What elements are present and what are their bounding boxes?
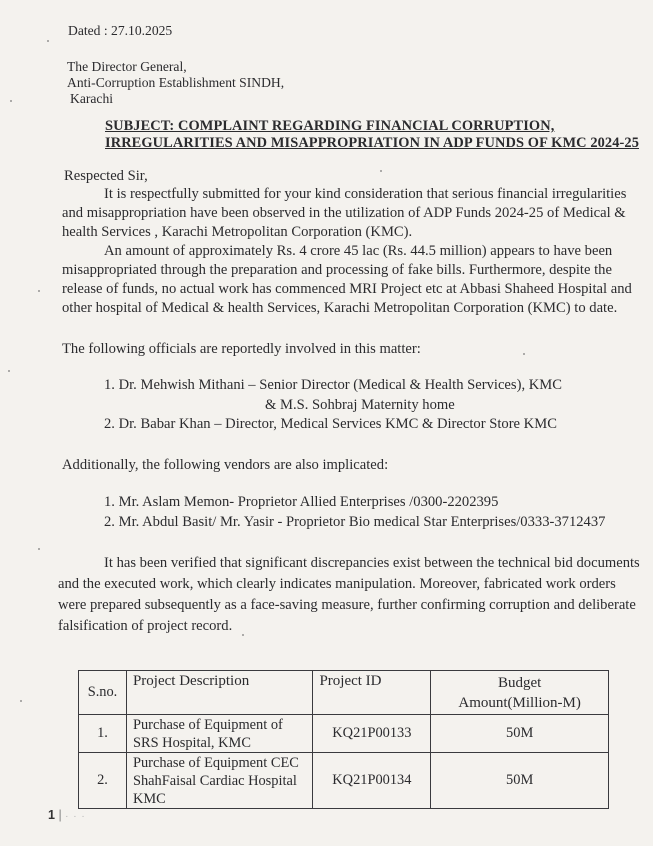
para1-line-1: It is respectfully submitted for your kind consideration that serious financial irregularities: [104, 186, 627, 202]
para3-line-2: and the executed work, which clearly indicates manipulation. Moreover, fabricated work orders: [58, 576, 616, 592]
subject-line-2: IRREGULARITIES AND MISAPPROPRIATION IN ADP FUNDS OF KMC 2024-25: [105, 135, 639, 151]
scan-speck: [380, 170, 382, 172]
row-1-description-line-2: SRS Hospital, KMC: [132, 734, 251, 751]
projects-table: [78, 670, 609, 809]
para2-line-2: misappropriated through the preparation and processing of fake bills. Furthermore, despite the: [62, 262, 612, 278]
recipient-city: Karachi: [70, 91, 114, 106]
para1-line-3: health Services , Karachi Metropolitan Corporation (KMC).: [62, 224, 413, 240]
vendor-2: 2. Mr. Abdul Basit/ Mr. Yasir - Proprietor Bio medical Star Enterprises/0333-3712437: [104, 514, 606, 530]
row-2-description-line-2: ShahFaisal Cardiac Hospital: [132, 772, 297, 789]
scan-speck: [242, 634, 244, 636]
para2-line-1: An amount of approximately Rs. 4 crore 45 lac (Rs. 44.5 million) appears to have been: [104, 243, 613, 259]
row-1-project-id: KQ21P00133: [313, 715, 431, 753]
para3-line-4: falsification of project record.: [58, 618, 233, 634]
vendor-1: 1. Mr. Aslam Memon- Proprietor Allied Enterprises /0300-2202395: [104, 494, 499, 510]
row-1-description-line-1: Purchase of Equipment of: [132, 716, 283, 733]
header-project-id: Project ID: [313, 671, 431, 715]
subject-line-1: SUBJECT: COMPLAINT REGARDING FINANCIAL CORRUPTION,: [105, 118, 555, 134]
scan-speck: [47, 40, 49, 42]
row-1-sno: 1.: [79, 715, 127, 753]
header-sno: S.no.: [79, 671, 127, 715]
row-2-description-line-3: KMC: [132, 790, 166, 807]
vendors-intro: Additionally, the following vendors are also implicated:: [62, 457, 389, 473]
recipient-title: The Director General,: [67, 59, 187, 74]
scan-speck: [10, 100, 12, 102]
row-1-description: [126, 715, 312, 753]
row-2-description-line-1: Purchase of Equipment CEC: [132, 754, 299, 771]
official-2: 2. Dr. Babar Khan – Director, Medical Services KMC & Director Store KMC: [104, 416, 557, 432]
page-footer: [48, 808, 86, 822]
row-2-description: [126, 753, 312, 809]
recipient-organization: Anti-Corruption Establishment SINDH,: [67, 75, 285, 90]
para2-line-3: release of funds, no actual work has commenced MRI Project etc at Abbasi Shaheed Hospital and: [62, 281, 632, 297]
table-header-row: [79, 671, 609, 715]
para1-line-2: and misappropriation have been observed in the utilization of ADP Funds 2024-25 of Medical &: [62, 205, 626, 221]
scan-speck: [20, 700, 22, 702]
row-2-sno: 2.: [79, 753, 127, 809]
table-row: [79, 715, 609, 753]
header-budget: [431, 671, 609, 715]
header-budget-line-2: Amount(Million-M): [458, 694, 581, 711]
official-1-line-1: 1. Dr. Mehwish Mithani – Senior Director (Medical & Health Services), KMC: [104, 377, 562, 393]
scan-speck: [38, 290, 40, 292]
para3-line-1: It has been verified that significant discrepancies exist between the technical bid documents: [104, 555, 640, 571]
official-1-line-2: & M.S. Sohbraj Maternity home: [265, 397, 455, 413]
row-2-project-id: KQ21P00134: [313, 753, 431, 809]
para3-line-3: were prepared subsequently as a face-saving measure, further confirming corruption and deliberate: [58, 597, 636, 613]
table-row: [79, 753, 609, 809]
page-number: 1: [48, 808, 55, 822]
scan-speck: [8, 370, 10, 372]
scan-speck: [38, 548, 40, 550]
header-description: Project Description: [126, 671, 312, 715]
officials-intro: The following officials are reportedly involved in this matter:: [62, 341, 421, 357]
letter-date: Dated : 27.10.2025: [68, 23, 173, 38]
salutation: Respected Sir,: [64, 168, 148, 184]
row-2-budget: 50M: [431, 753, 609, 809]
row-1-budget: 50M: [431, 715, 609, 753]
footer-separator: |: [58, 808, 62, 822]
scan-speck: [523, 353, 525, 355]
footer-faint-text: · · ·: [65, 811, 86, 822]
header-budget-line-1: Budget: [497, 674, 542, 691]
para2-line-4: other hospital of Medical & health Services, Karachi Metropolitan Corporation (KMC) to date.: [62, 300, 618, 316]
